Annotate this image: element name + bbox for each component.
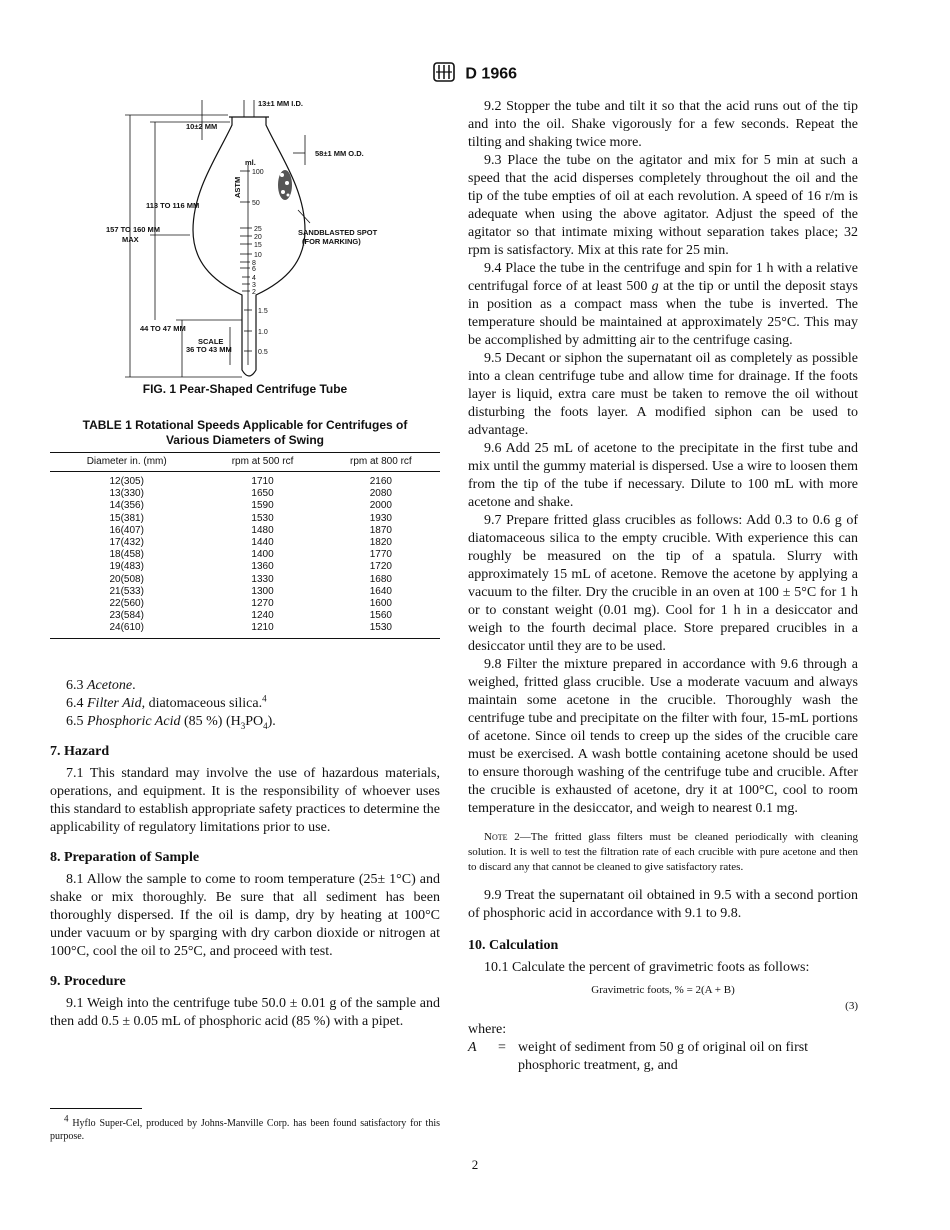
- grad-8: 8: [252, 260, 256, 267]
- cell-diameter: 21(533): [109, 585, 144, 597]
- label-tip-dim: 44 TO 47 MM: [140, 324, 186, 333]
- grad-1-5: 1.5: [258, 308, 268, 315]
- cell-rpm-500: 1240: [251, 610, 274, 622]
- grad-10: 10: [254, 252, 262, 259]
- paragraph-9-1: 9.1 Weigh into the centrifuge tube 50.0 ± 0.01 g of the sample and then add 0.5 ± 0.05 mL of phosphoric acid (85 %) with a pipet.: [50, 996, 440, 1029]
- header-rpm-800: rpm at 800 rcf: [322, 453, 440, 472]
- cell-diameter: 12(305): [109, 476, 144, 487]
- header-diameter: Diameter in. (mm): [50, 453, 203, 472]
- grad-4: 4: [252, 275, 256, 282]
- table-row: [50, 610, 440, 622]
- grad-50: 50: [252, 200, 260, 207]
- table-row: [50, 574, 440, 586]
- paragraph-9-9: 9.9 Treat the supernatant oil obtained in 9.5 with a second portion of phosphoric acid in accordance with 9.1 to 9.8.: [468, 888, 858, 921]
- table-row: [50, 586, 440, 598]
- cell-diameter: 23(584): [109, 610, 144, 622]
- cell-diameter: 17(432): [109, 537, 144, 549]
- cell-diameter: 22(560): [109, 598, 144, 610]
- grad-1-0: 1.0: [258, 329, 268, 336]
- cell-rpm-500: 1300: [251, 585, 274, 597]
- grad-6: 6: [252, 266, 256, 273]
- header-rpm-500: rpm at 500 rcf: [203, 453, 321, 472]
- grad-15: 15: [254, 242, 262, 249]
- table-row: [50, 513, 440, 525]
- grad-3: 3: [252, 282, 256, 289]
- cell-rpm-800: 1600: [369, 598, 392, 610]
- section-10-heading: 10. Calculation: [468, 938, 559, 953]
- table-row: [50, 561, 440, 573]
- material-6-3: 6.3 Acetone.: [66, 678, 136, 693]
- paragraph-7-1: 7.1 This standard may involve the use of hazardous materials, operations, and equipment. It is the responsibility of whoever uses this standard to establish appropriate safety practices to determine the applicability of regulatory limitations prior to use.: [50, 766, 440, 835]
- cell-rpm-500: 1650: [251, 488, 274, 500]
- table-row: [50, 598, 440, 610]
- cell-rpm-800: 1870: [369, 524, 392, 536]
- cell-rpm-800: 2160: [369, 476, 392, 487]
- label-scale-dim: 36 TO 43 MM: [186, 345, 232, 354]
- cell-rpm-500: 1210: [203, 622, 321, 638]
- cell-rpm-500: 1480: [251, 524, 274, 536]
- paragraph-9-5: 9.5 Decant or siphon the supernatant oil as completely as possible into a clean centrifuge tube and allow time for drainage. If the foots layer is liquid, extra care must be taken to remove the oil without disturbing the foots layer. A modified siphon can be used to advantage.: [468, 351, 858, 438]
- where-label: where:: [468, 1022, 507, 1037]
- label-body-dim: 113 TO 116 MM: [146, 201, 200, 210]
- cell-rpm-800: 2080: [369, 488, 392, 500]
- page-header: [0, 62, 950, 87]
- paragraph-10-1: 10.1 Calculate the percent of gravimetric foots as follows:: [484, 960, 810, 975]
- section-8-heading: 8. Preparation of Sample: [50, 850, 200, 865]
- label-overall-dim: 157 TO 160 MM: [106, 225, 161, 234]
- variable-a: A: [468, 1040, 477, 1055]
- cell-rpm-500: 1400: [251, 549, 274, 561]
- cell-rpm-800: 1560: [369, 610, 392, 622]
- cell-rpm-800: 1930: [369, 512, 392, 524]
- equation-row: [468, 977, 858, 1012]
- section-7-heading: 7. Hazard: [50, 744, 110, 759]
- grad-20: 20: [254, 234, 262, 241]
- figure-caption: FIG. 1 Pear-Shaped Centrifuge Tube: [142, 382, 348, 396]
- cell-rpm-800: 1770: [369, 549, 392, 561]
- grad-100: 100: [252, 169, 264, 176]
- table-row: [50, 537, 440, 549]
- paragraph-9-2: 9.2 Stopper the tube and tilt it so that the acid runs out of the tip and into the oil. Shake vigorously for a few seconds. Repeat the tilting and shaking twice more.: [468, 99, 858, 150]
- footnote-rule: [50, 1108, 142, 1109]
- cell-rpm-500: 1360: [251, 561, 274, 573]
- section-9-heading: 9. Procedure: [50, 974, 126, 989]
- table-row: [50, 500, 440, 512]
- equation: Gravimetric foots, % = 2(A + B): [591, 984, 735, 996]
- cell-diameter: 13(330): [109, 488, 144, 500]
- where-definition-a: [468, 1039, 858, 1075]
- material-6-5: 6.5 Phosphoric Acid (85 %) $(H_3PO_4)$.: [66, 714, 276, 731]
- paragraph-9-3: 9.3 Place the tube on the agitator and mix for 5 min at such a speed that the acid disperses completely throughout the oil and the tip of the tube empties of oil at each revolution. A speed of 16 r/m is adequate when using the above agitator. Adjust the speed of the agitator so that intimate mixing without separation takes place; 32 rpm is satisfactory. Mix at this rate for 25 min.: [468, 153, 858, 258]
- table-row: [50, 488, 440, 500]
- variable-a-definition: weight of sediment from 50 g of original oil on first phosphoric treatment, g, and: [518, 1040, 809, 1073]
- right-column: [468, 98, 858, 1075]
- label-od-dim: 58±1 MM O.D.: [315, 149, 364, 158]
- equation-number: (3): [845, 1000, 858, 1012]
- table-header-row: [50, 453, 440, 472]
- table-row: [50, 549, 440, 561]
- standard-designation: D 1966: [465, 65, 518, 83]
- cell-diameter: 15(381): [109, 512, 144, 524]
- table-row: [50, 622, 440, 638]
- paragraph-9-6: 9.6 Add 25 mL of acetone to the precipitate in the first tube and mix until the gummy material is dispersed. Use a wire to loosen them from the tip of the tube if necessary. Dilute to 100 mL with more acetone and shake.: [468, 441, 858, 510]
- cell-diameter: 18(458): [109, 549, 144, 561]
- paragraph-9-8: 9.8 Filter the mixture prepared in accordance with 9.6 through a weighed, fritted glass crucible. Use a moderate vacuum and always maintain some acetone in the crucible. Thoroughly wash the centrifuge tube and precipitate on the filter with four, 15-mL portions of acetone. Since oil tends to creep up the sides of the crucible care must be exercised. A wash bottle containing acetone should be used to ensure thorough washing of the centrifuge tube and crucible. After the crucible is exhausted of acetone, dry it at 100°C, cool to room temperature in the desiccator, and weigh to nearest 0.1 mg.: [468, 657, 858, 816]
- centrifuge-tube-figure: [100, 95, 400, 380]
- label-overall-max: MAX: [122, 235, 139, 244]
- cell-diameter: 20(508): [109, 573, 144, 585]
- cell-rpm-800: 1820: [369, 537, 392, 549]
- rotational-speeds-table: [50, 452, 440, 639]
- cell-rpm-800: 1640: [369, 585, 392, 597]
- astm-logo-icon: [433, 62, 455, 87]
- page-number: 2: [471, 1157, 479, 1172]
- label-ml: ml.: [245, 158, 256, 167]
- left-column: [50, 677, 440, 1031]
- cell-rpm-800: 1530: [322, 622, 440, 638]
- label-neck-dim: 10±2 MM: [186, 122, 218, 131]
- table-row: [50, 525, 440, 537]
- cell-rpm-500: 1710: [251, 476, 274, 487]
- cell-rpm-500: 1530: [251, 512, 274, 524]
- cell-rpm-500: 1330: [251, 573, 274, 585]
- label-scale: SCALE: [198, 337, 224, 346]
- table-row: [50, 472, 440, 489]
- cell-diameter: 16(407): [109, 524, 144, 536]
- paragraph-8-1: 8.1 Allow the sample to come to room temperature (25± 1°C) and shake or mix thoroughly. Be sure that all sediment has been thoroughly dispersed. If the oil is damp, dry by heating at 100°C under vacuum or by sparging with dry carbon dioxide or nitrogen at 100°C, cool the oil to 25°C, and proceed with test.: [50, 872, 440, 959]
- cell-diameter: 24(610): [50, 622, 203, 638]
- label-astm: ASTM: [233, 176, 242, 198]
- cell-rpm-500: 1590: [251, 500, 274, 512]
- note-2: Note 2—The fritted glass filters must be cleaned periodically with cleaning solution. It is well to test the filtration rate of each crucible with pure acetone and then to discard any that cannot be cleaned to give satisfactory rates.: [468, 831, 858, 873]
- footnote: $^4$ Hyflo Super-Cel, produced by Johns-Manville Corp. has been found satisfactory for this purpose.: [50, 1113, 441, 1142]
- grad-0-5: 0.5: [258, 349, 268, 356]
- label-spot-1: SANDBLASTED SPOT: [298, 228, 378, 237]
- sandblasted-spot: [278, 170, 292, 200]
- cell-rpm-500: 1440: [251, 537, 274, 549]
- paragraph-9-7: 9.7 Prepare fritted glass crucibles as follows: Add 0.3 to 0.6 g of diatomaceous silica to the empty crucible. With experience this can roughly be measured on the tip of a spatula. Slurry with approximately 15 mL of acetone. Remove the acetone by applying a vacuum to the filter. Dry the crucible in an oven at 100 ± 5°C for 1 h or to constant weight (0.01 mg). Cool for 1 h in a desiccator and weigh to the fourth decimal place. Store prepared crucibles in a desiccator until they are to be used.: [468, 513, 858, 654]
- paragraph-9-4: 9.4 Place the tube in the centrifuge and spin for 1 h with a relative centrifugal force of at least 500 g at the tip or until the deposit stays in position as a compact mass when the tube is inverted. The temperature should be maintained at approximately 25°C. This may be accomplished by admitting air to the centrifuge casing.: [468, 261, 859, 348]
- cell-diameter: 19(483): [109, 561, 144, 573]
- cell-rpm-800: 1720: [369, 561, 392, 573]
- cell-rpm-500: 1270: [251, 598, 274, 610]
- cell-diameter: 14(356): [109, 500, 144, 512]
- table-title-line-2: Various Diameters of Swing: [165, 433, 325, 447]
- material-6-4: 6.4 Filter Aid, diatomaceous silica.$^4$: [66, 693, 267, 711]
- cell-rpm-800: 2000: [369, 500, 392, 512]
- cell-rpm-800: 1680: [369, 573, 392, 585]
- grad-2: 2: [252, 289, 256, 296]
- table-title: [50, 418, 440, 448]
- table-title-line-1: TABLE 1 Rotational Speeds Applicable for Centrifuges of: [82, 418, 408, 432]
- grad-25: 25: [254, 226, 262, 233]
- label-id-dim: 13±1 MM I.D.: [258, 99, 303, 108]
- variable-equals: =: [498, 1040, 506, 1055]
- label-spot-2: (FOR MARKING): [302, 237, 361, 246]
